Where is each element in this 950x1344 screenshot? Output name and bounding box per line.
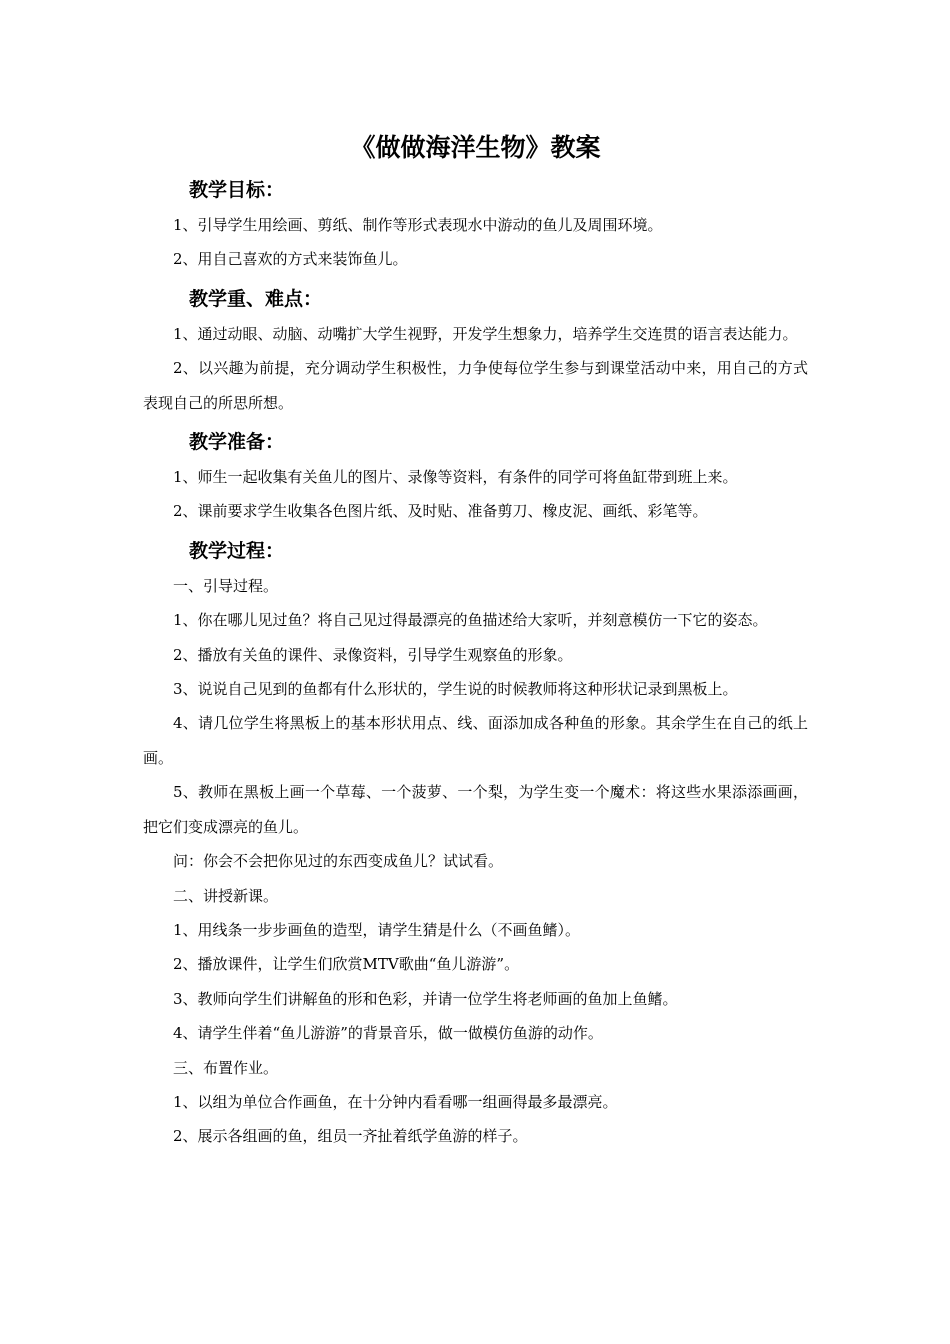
paragraph: 3、教师向学生们讲解鱼的形和色彩，并请一位学生将老师画的鱼加上鱼鳍。: [173, 989, 678, 1008]
paragraph: 4、请几位学生将黑板上的基本形状用点、线、面添加成各种鱼的形象。其余学生在自己的纸上画。: [143, 714, 808, 767]
paragraph: 1、通过动眼、动脑、动嘴扩大学生视野，开发学生想象力，培养学生交连贯的语言表达能力。: [173, 324, 798, 343]
document-page: [143, 128, 808, 1154]
paragraph: 问：你会不会把你见过的东西变成鱼儿？试试看。: [173, 852, 504, 871]
paragraph: 三、布置作业。: [173, 1058, 279, 1077]
section-objectives: [143, 174, 808, 277]
paragraph: 2、展示各组画的鱼，组员一齐扯着纸学鱼游的样子。: [173, 1127, 528, 1146]
section-process: [143, 535, 808, 1154]
paragraph: 1、用线条一步步画鱼的造型，请学生猜是什么（不画鱼鳍）。: [173, 920, 581, 939]
paragraph: 1、你在哪儿见过鱼？将自己见过得最漂亮的鱼描述给大家听，并刻意模仿一下它的姿态。: [173, 611, 768, 630]
paragraph: 5、教师在黑板上画一个草莓、一个菠萝、一个梨，为学生变一个魔术：将这些水果添添画画，把它们变成漂亮的鱼儿。: [143, 783, 808, 836]
paragraph: 一、引导过程。: [173, 576, 279, 595]
paragraph: 2、以兴趣为前提，充分调动学生积极性，力争使每位学生参与到课堂活动中来，用自己的方式表现自己的所思所想。: [143, 359, 808, 412]
paragraph: 4、请学生伴着“鱼儿游游”的背景音乐，做一做模仿鱼游的动作。: [173, 1024, 603, 1043]
section-heading: 教学过程：: [189, 539, 285, 562]
section-preparation: [143, 426, 808, 529]
paragraph: 二、讲授新课。: [173, 886, 279, 905]
paragraph: 2、用自己喜欢的方式来装饰鱼儿。: [173, 250, 408, 269]
section-key-points: [143, 283, 808, 420]
paragraph: 2、播放课件，让学生们欣赏MTV歌曲“鱼儿游游”。: [173, 955, 520, 974]
document-title: 《做做海洋生物》教案: [350, 133, 601, 162]
paragraph: 2、课前要求学生收集各色图片纸、及时贴、准备剪刀、橡皮泥、画纸、彩笔等。: [173, 502, 708, 521]
section-heading: 教学重、难点：: [189, 287, 323, 310]
paragraph: 2、播放有关鱼的课件、录像资料，引导学生观察鱼的形象。: [173, 645, 573, 664]
section-heading: 教学准备：: [189, 431, 285, 454]
paragraph: 1、引导学生用绘画、剪纸、制作等形式表现水中游动的鱼儿及周围环境。: [173, 216, 663, 234]
paragraph: 1、师生一起收集有关鱼儿的图片、录像等资料，有条件的同学可将鱼缸带到班上来。: [173, 468, 738, 487]
section-heading: 教学目标：: [189, 179, 285, 201]
paragraph: 1、以组为单位合作画鱼，在十分钟内看看哪一组画得最多最漂亮。: [173, 1092, 618, 1111]
paragraph: 3、说说自己见到的鱼都有什么形状的，学生说的时候教师将这种形状记录到黑板上。: [173, 680, 738, 699]
